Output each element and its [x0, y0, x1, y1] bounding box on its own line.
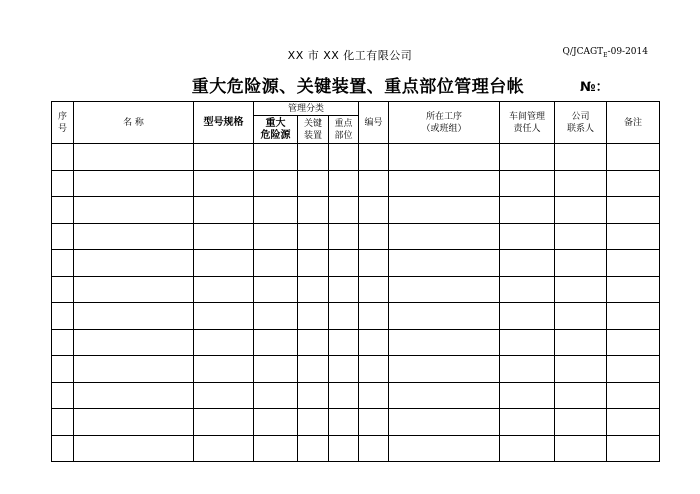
table-cell	[329, 356, 359, 383]
table-cell	[555, 197, 607, 224]
table-cell	[607, 356, 660, 383]
table-cell	[389, 144, 500, 171]
table-cell	[298, 170, 329, 197]
table-cell	[329, 382, 359, 409]
ledger-body	[52, 144, 660, 462]
table-cell	[74, 303, 194, 330]
table-row	[52, 197, 660, 224]
table-row	[52, 382, 660, 409]
header-remark: 备注	[607, 102, 660, 144]
table-cell	[389, 197, 500, 224]
table-cell	[52, 356, 74, 383]
table-cell	[74, 223, 194, 250]
header-key-point: 重点 部位	[329, 116, 359, 144]
table-cell	[74, 356, 194, 383]
table-cell	[500, 250, 555, 277]
table-cell	[500, 409, 555, 436]
table-cell	[500, 329, 555, 356]
table-row	[52, 170, 660, 197]
table-cell	[607, 276, 660, 303]
table-cell	[607, 170, 660, 197]
table-cell	[329, 276, 359, 303]
table-cell	[389, 223, 500, 250]
table-cell	[254, 144, 298, 171]
table-cell	[52, 382, 74, 409]
table-cell	[52, 329, 74, 356]
table-cell	[359, 409, 389, 436]
number-label: №：	[580, 80, 609, 95]
table-row	[52, 329, 660, 356]
table-cell	[359, 435, 389, 462]
table-cell	[254, 276, 298, 303]
table-cell	[298, 276, 329, 303]
table-row	[52, 250, 660, 277]
document-code-main: Q/JCAGT	[562, 47, 604, 57]
table-row	[52, 276, 660, 303]
table-cell	[359, 329, 389, 356]
table-cell	[555, 382, 607, 409]
table-row	[52, 409, 660, 436]
table-cell	[555, 409, 607, 436]
table-cell	[329, 303, 359, 330]
table-row	[52, 303, 660, 330]
table-cell	[194, 356, 254, 383]
table-cell	[74, 250, 194, 277]
table-cell	[359, 382, 389, 409]
table-cell	[254, 409, 298, 436]
table-cell	[52, 303, 74, 330]
table-cell	[298, 409, 329, 436]
table-cell	[74, 276, 194, 303]
table-cell	[52, 276, 74, 303]
header-major-hazard: 重大 危险源	[254, 116, 298, 144]
table-cell	[298, 303, 329, 330]
company-name: XX 市 XX 化工有限公司	[287, 49, 413, 62]
table-cell	[52, 223, 74, 250]
table-cell	[52, 250, 74, 277]
table-cell	[254, 435, 298, 462]
document-code-subscript: E	[603, 51, 608, 59]
table-cell	[329, 223, 359, 250]
table-cell	[52, 144, 74, 171]
table-cell	[389, 329, 500, 356]
table-cell	[52, 197, 74, 224]
document-code	[548, 47, 648, 59]
table-cell	[500, 197, 555, 224]
header-name: 名 称	[74, 102, 194, 144]
table-cell	[555, 144, 607, 171]
table-cell	[607, 197, 660, 224]
table-row	[52, 144, 660, 171]
header-key-device: 关键 装置	[298, 116, 329, 144]
table-cell	[254, 170, 298, 197]
page-title: 重大危险源、关键装置、重点部位管理台帐	[191, 77, 525, 97]
table-cell	[389, 250, 500, 277]
table-cell	[194, 197, 254, 224]
table-cell	[194, 382, 254, 409]
table-cell	[329, 435, 359, 462]
table-cell	[500, 382, 555, 409]
table-cell	[254, 356, 298, 383]
table-cell	[52, 409, 74, 436]
table-cell	[52, 435, 74, 462]
document-code-tail: -09-2014	[607, 47, 648, 57]
table-cell	[194, 276, 254, 303]
table-cell	[389, 276, 500, 303]
table-cell	[555, 223, 607, 250]
header-company-contact: 公司 联系人	[555, 102, 607, 144]
table-cell	[254, 223, 298, 250]
header-row-1	[52, 102, 660, 116]
table-cell	[555, 250, 607, 277]
table-cell	[500, 435, 555, 462]
table-cell	[500, 356, 555, 383]
table-cell	[607, 435, 660, 462]
table-cell	[298, 197, 329, 224]
table-cell	[254, 250, 298, 277]
table-cell	[298, 356, 329, 383]
table-cell	[194, 170, 254, 197]
table-cell	[329, 144, 359, 171]
table-cell	[74, 409, 194, 436]
table-cell	[389, 409, 500, 436]
table-cell	[607, 303, 660, 330]
table-cell	[607, 382, 660, 409]
table-cell	[194, 250, 254, 277]
table-cell	[74, 197, 194, 224]
header-mgmt-category: 管理分类	[254, 102, 359, 116]
table-cell	[74, 144, 194, 171]
table-row	[52, 435, 660, 462]
table-cell	[607, 144, 660, 171]
table-cell	[500, 276, 555, 303]
table-cell	[555, 276, 607, 303]
table-cell	[74, 435, 194, 462]
table-cell	[329, 170, 359, 197]
table-cell	[359, 276, 389, 303]
table-cell	[607, 223, 660, 250]
header-process: 所在工序 （或班组）	[389, 102, 500, 144]
table-cell	[359, 223, 389, 250]
table-cell	[389, 356, 500, 383]
table-cell	[389, 170, 500, 197]
table-cell	[555, 170, 607, 197]
table-cell	[389, 382, 500, 409]
table-cell	[555, 435, 607, 462]
table-cell	[359, 356, 389, 383]
table-cell	[359, 197, 389, 224]
table-cell	[298, 329, 329, 356]
table-cell	[607, 409, 660, 436]
ledger-table	[51, 101, 660, 462]
table-cell	[329, 329, 359, 356]
table-cell	[254, 329, 298, 356]
table-cell	[194, 144, 254, 171]
table-cell	[607, 250, 660, 277]
table-cell	[500, 223, 555, 250]
header-number: 编号	[359, 102, 389, 144]
table-cell	[607, 329, 660, 356]
table-cell	[254, 382, 298, 409]
table-cell	[359, 250, 389, 277]
table-cell	[389, 435, 500, 462]
header-workshop-manager: 车间管理 责任人	[500, 102, 555, 144]
table-cell	[500, 303, 555, 330]
table-cell	[194, 435, 254, 462]
table-cell	[52, 170, 74, 197]
table-cell	[254, 197, 298, 224]
table-cell	[389, 303, 500, 330]
table-cell	[74, 382, 194, 409]
table-cell	[194, 409, 254, 436]
table-cell	[194, 329, 254, 356]
table-row	[52, 223, 660, 250]
table-cell	[298, 382, 329, 409]
table-row	[52, 356, 660, 383]
table-cell	[359, 170, 389, 197]
table-cell	[74, 329, 194, 356]
table-cell	[500, 170, 555, 197]
table-cell	[359, 144, 389, 171]
table-cell	[298, 435, 329, 462]
table-cell	[329, 197, 359, 224]
table-cell	[329, 409, 359, 436]
table-cell	[500, 144, 555, 171]
header-model: 型号规格	[194, 102, 254, 144]
table-cell	[298, 144, 329, 171]
header-seq: 序 号	[52, 102, 74, 144]
table-cell	[555, 329, 607, 356]
table-cell	[194, 303, 254, 330]
table-cell	[298, 223, 329, 250]
table-cell	[298, 250, 329, 277]
table-cell	[194, 223, 254, 250]
table-cell	[254, 303, 298, 330]
table-cell	[74, 170, 194, 197]
table-cell	[555, 303, 607, 330]
table-cell	[555, 356, 607, 383]
table-cell	[329, 250, 359, 277]
table-cell	[359, 303, 389, 330]
